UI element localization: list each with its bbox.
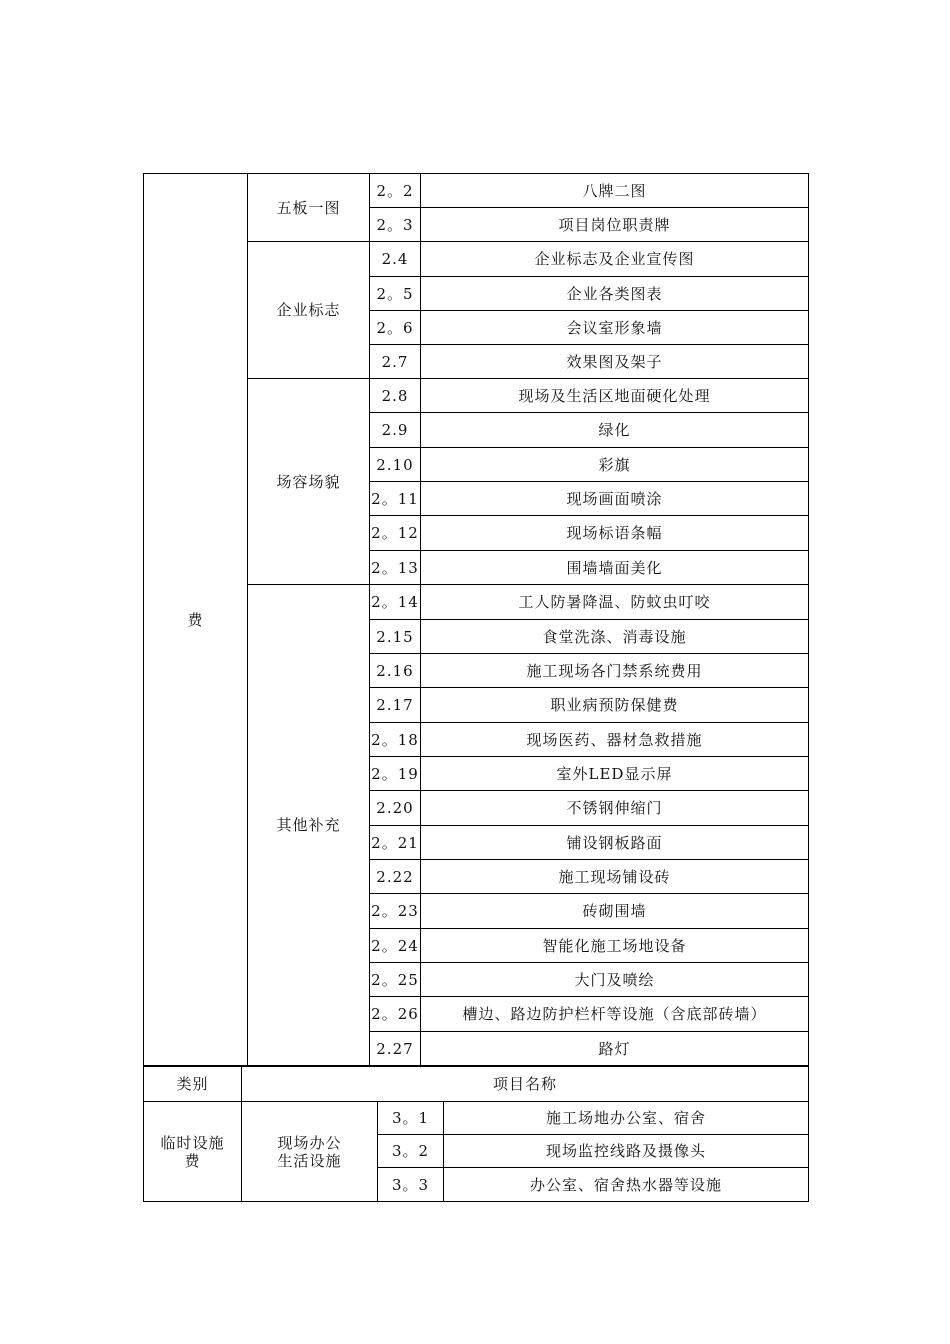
item-number: 2。14: [370, 585, 421, 620]
item-number: 2。5: [370, 277, 421, 311]
item-name: 路灯: [421, 1032, 809, 1066]
item-name: 现场监控线路及摄像头: [444, 1135, 809, 1168]
item-number: 2。25: [370, 963, 421, 997]
group-cell: 企业标志: [248, 242, 370, 379]
item-name: 施工场地办公室、宿舍: [444, 1102, 809, 1135]
group-cell: 场容场貌: [248, 379, 370, 585]
header-item-name: 项目名称: [242, 1067, 809, 1102]
item-number: 2。12: [370, 516, 421, 551]
item-name: 彩旗: [421, 448, 809, 482]
item-number: 3。1: [378, 1102, 444, 1135]
item-number: 2。2: [370, 174, 421, 208]
item-name: 室外LED显示屏: [421, 757, 809, 791]
item-name: 现场医药、器材急救措施: [421, 723, 809, 757]
item-number: 3。3: [378, 1168, 444, 1202]
item-name: 项目岗位职责牌: [421, 208, 809, 242]
item-number: 2。21: [370, 826, 421, 860]
category-cell: 费: [144, 174, 248, 1066]
item-number: 2.17: [370, 688, 421, 723]
item-name: 会议室形象墙: [421, 311, 809, 345]
item-number: 2.4: [370, 242, 421, 277]
item-name: 企业标志及企业宣传图: [421, 242, 809, 277]
group-cell: 其他补充: [248, 585, 370, 1066]
item-number: 2。23: [370, 894, 421, 929]
item-name: 砖砌围墙: [421, 894, 809, 929]
item-name: 不锈钢伸缩门: [421, 791, 809, 826]
item-number: 2.27: [370, 1032, 421, 1066]
item-number: 2。26: [370, 997, 421, 1032]
item-number: 2。18: [370, 723, 421, 757]
item-number: 2。3: [370, 208, 421, 242]
item-number: 2。11: [370, 482, 421, 516]
item-name: 槽边、路边防护栏杆等设施（含底部砖墙）: [421, 997, 809, 1032]
item-name: 现场画面喷涂: [421, 482, 809, 516]
item-number: 2.16: [370, 654, 421, 688]
item-number: 2.9: [370, 413, 421, 448]
group-cell: 现场办公生活设施: [242, 1102, 378, 1202]
category-cell: 临时设施费: [144, 1102, 242, 1202]
item-name: 现场标语条幅: [421, 516, 809, 551]
temporary-facilities-table: [143, 1066, 809, 1202]
fee-items-table: [143, 173, 809, 1066]
item-name: 效果图及架子: [421, 345, 809, 379]
item-name: 企业各类图表: [421, 277, 809, 311]
item-number: 2。6: [370, 311, 421, 345]
item-number: 2.20: [370, 791, 421, 826]
item-name: 八牌二图: [421, 174, 809, 208]
item-name: 现场及生活区地面硬化处理: [421, 379, 809, 413]
item-name: 食堂洗涤、消毒设施: [421, 620, 809, 654]
item-number: 2.10: [370, 448, 421, 482]
item-number: 2.22: [370, 860, 421, 894]
item-name: 施工现场铺设砖: [421, 860, 809, 894]
item-name: 职业病预防保健费: [421, 688, 809, 723]
header-category: 类别: [144, 1067, 242, 1102]
item-number: 2.8: [370, 379, 421, 413]
item-number: 2.15: [370, 620, 421, 654]
item-name: 铺设钢板路面: [421, 826, 809, 860]
item-name: 工人防暑降温、防蚊虫叮咬: [421, 585, 809, 620]
item-name: 施工现场各门禁系统费用: [421, 654, 809, 688]
item-number: 3。2: [378, 1135, 444, 1168]
item-name: 智能化施工场地设备: [421, 929, 809, 963]
item-name: 围墙墙面美化: [421, 551, 809, 585]
item-number: 2。13: [370, 551, 421, 585]
item-number: 2。19: [370, 757, 421, 791]
group-cell: 五板一图: [248, 174, 370, 242]
item-name: 大门及喷绘: [421, 963, 809, 997]
item-name: 办公室、宿舍热水器等设施: [444, 1168, 809, 1202]
item-number: 2。24: [370, 929, 421, 963]
item-number: 2.7: [370, 345, 421, 379]
item-name: 绿化: [421, 413, 809, 448]
